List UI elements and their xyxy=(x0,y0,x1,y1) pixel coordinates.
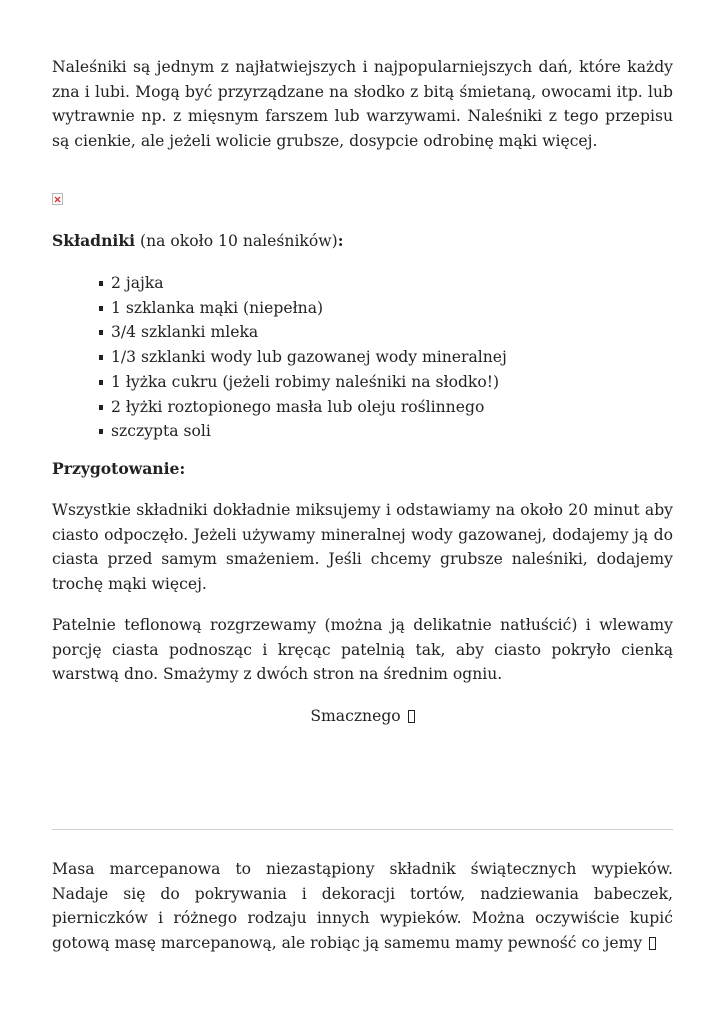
list-item-text: 2 jajka xyxy=(111,274,164,292)
list-item-text: szczypta soli xyxy=(111,422,211,441)
bullet-icon xyxy=(99,306,103,311)
bullet-icon xyxy=(99,281,103,286)
list-item-text: 1/3 szklanki wody lub gazowanej wody mineralnej xyxy=(111,348,507,367)
preparation-heading: Przygotowanie: xyxy=(52,459,186,478)
ingredients-heading xyxy=(52,229,673,254)
bullet-icon xyxy=(99,330,103,335)
list-item xyxy=(99,320,507,345)
missing-glyph-icon xyxy=(408,710,415,723)
bullet-icon xyxy=(99,429,103,434)
list-item xyxy=(99,370,507,395)
closing-line xyxy=(52,704,673,729)
missing-glyph-icon xyxy=(649,937,656,950)
preparation-paragraph-1: Wszystkie składniki dokładnie miksujemy i odstawiamy na około 20 minut aby ciasto odpoczęło. Jeżeli używamy mineralnej wody gazowanej, dodajemy ją do ciasta przed samym smażeniem. Jeśli chcemy grubsze naleśniki, dodajemy trochę mąki więcej. xyxy=(52,501,673,594)
list-item xyxy=(99,271,507,296)
post-divider xyxy=(52,829,673,830)
list-item-text: 1 szklanka mąki (niepełna) xyxy=(111,298,324,317)
next-post-text: Masa marcepanowa to niezastąpiony składnik świątecznych wypieków. Nadaje się do pokrywania i dekoracji tortów, nadziewania babeczek, pierniczków i różnego rodzaju innych wypieków. Można oczywiście kupić gotową masę marcepanową, ale robiąc ją samemu mamy pewność co jemy xyxy=(52,860,673,953)
ingredients-heading-note: (na około 10 naleśników) xyxy=(135,232,338,250)
list-item-text: 3/4 szklanki mleka xyxy=(111,323,259,342)
list-item xyxy=(99,419,507,444)
bullet-icon xyxy=(99,355,103,360)
next-post-paragraph xyxy=(52,857,673,956)
preparation-paragraph-2: Patelnie teflonową rozgrzewamy (można ją delikatnie natłuścić) i wlewamy porcję ciasta podnosząc i kręcąc patelnią tak, aby ciasto pokryło cienką warstwą dno. Smażymy z dwóch stron na średnim ogniu. xyxy=(52,616,673,684)
intro-paragraph: Naleśniki są jednym z najłatwiejszych i najpopularniejszych dań, które każdy zna i lubi. Mogą być przyrządzane na słodko z bitą śmietaną, owocami itp. lub wytrawnie np. z mięsnym farszem lub warzywami. Naleśniki z tego przepisu są cienkie, ale jeżeli wolicie grubsze, dosypcie odrobinę mąki więcej. xyxy=(52,58,673,151)
ingredients-heading-label: Składniki xyxy=(52,231,136,250)
bullet-icon xyxy=(99,405,103,410)
bullet-icon xyxy=(99,380,103,385)
list-item-text: 2 łyżki roztopionego masła lub oleju roślinnego xyxy=(111,397,485,416)
list-item xyxy=(99,395,507,420)
list-item xyxy=(99,296,507,321)
closing-text: Smacznego xyxy=(310,707,406,725)
list-item-text: 1 łyżka cukru (jeżeli robimy naleśniki na słodko!) xyxy=(111,372,500,391)
list-item xyxy=(99,345,507,370)
ingredients-list xyxy=(99,271,507,444)
ingredients-heading-colon: : xyxy=(337,231,344,250)
broken-image-icon[interactable] xyxy=(52,193,63,205)
